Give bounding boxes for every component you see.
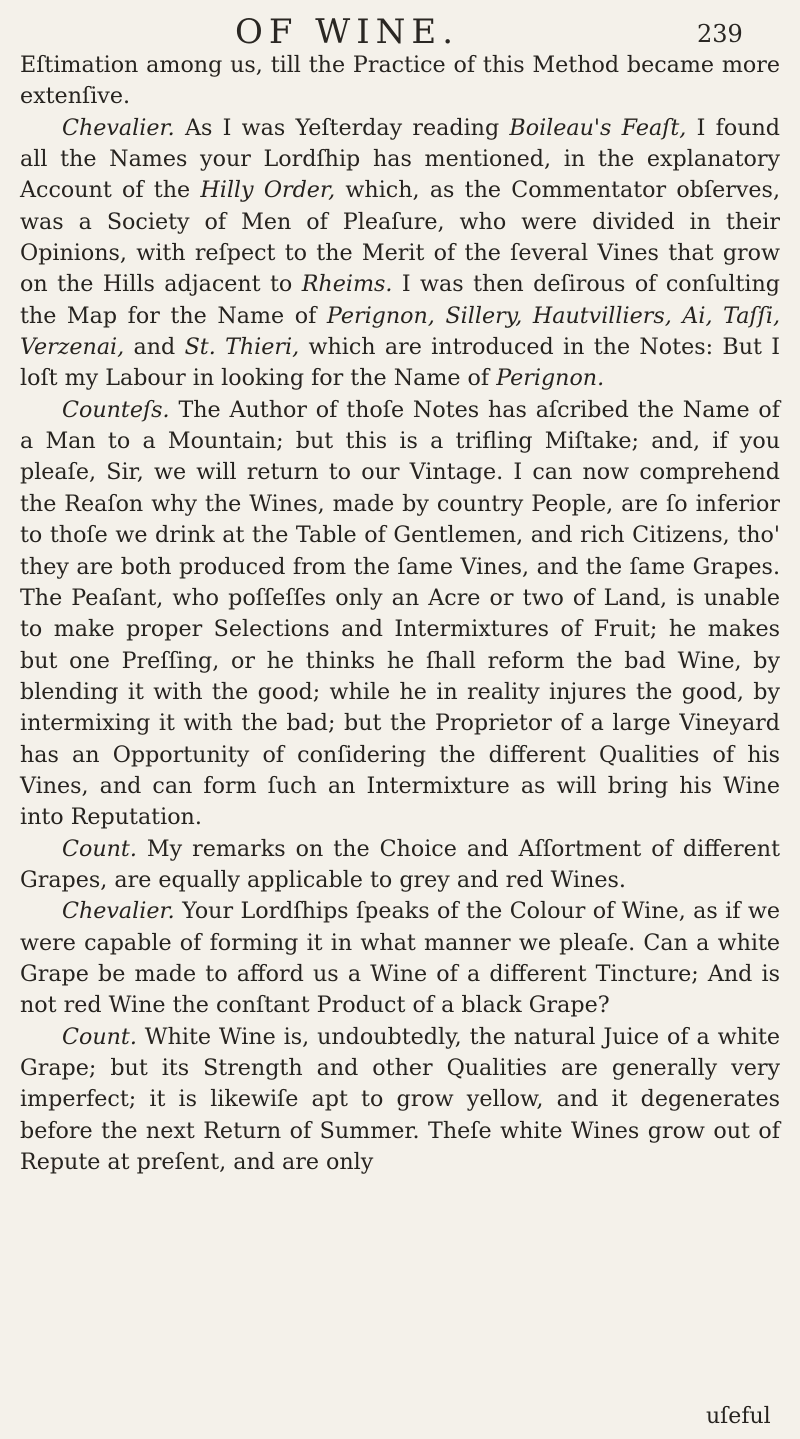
text-run: White Wine is, undoubtedly, the natural Juice of a white Grape; but its Strength and other Qualities are generally very imperfect; it is likewiſe apt to grow yellow, and it degenerates before the next Return of Summer. Theſe white Wines grow out of Repute at preſent, and are only [20,1023,780,1176]
italic-run: Chevalier. [62,898,175,925]
italic-run: Perignon, Sillery, Hautvilliers, Ai, Taſſi, Verzenai, [20,302,780,361]
text-run: My remarks on the Choice and Aſſortment of different Grapes, are equally applicable to grey and red Wines. [20,835,780,893]
body-text [20,50,780,1178]
italic-run: Rheims. [301,271,393,298]
paragraph [20,834,780,897]
italic-run: Counteſs. [62,396,170,423]
paragraph [20,50,780,113]
italic-run: Hilly Order, [200,177,336,204]
italic-run: Boileau's Feaſt, [509,114,687,141]
text-run: which are introduced in the Notes: But I loſt my Labour in looking for the Name of [20,334,780,392]
italic-run: St. Thieri, [184,334,300,361]
page-number: 239 [697,20,743,48]
paragraph [20,896,780,1021]
italic-run: Perignon. [496,365,605,392]
running-title: OF WINE. [235,12,460,52]
text-run: which, as the Commentator obſerves, was a Society of Men of Pleaſure, who were divided in their Opinions, with reſpect to the Merit of the ſeveral Vines that grow on the Hills adjacent to [20,177,780,298]
italic-run: Count. [62,1023,137,1050]
text-run: I found all the Names your Lordſhip has mentioned, in the explanatory Account of the [20,114,780,204]
paragraph [20,395,780,834]
paragraph [20,113,780,395]
text-run: and [124,334,185,361]
running-header [0,8,800,54]
text-run: Your Lordſhips ſpeaks of the Colour of Wine, as if we were capable of forming it in what manner we pleaſe. Can a white Grape be made to afford us a Wine of a different Tincture; And is not red Wine the conſtant Product of a black Grape? [20,898,780,1019]
italic-run: Chevalier. [62,114,175,141]
catchword: uſeful [706,1404,771,1429]
paragraph [20,1022,780,1179]
text-run: As I was Yeſterday reading [174,114,510,141]
text-run: I was then deſirous of conſulting the Map for the Name of [20,271,780,329]
italic-run: Count. [62,835,137,862]
text-run: Eſtimation among us, till the Practice of this Method became more extenſive. [20,52,780,110]
text-run: The Author of thoſe Notes has aſcribed the Name of a Man to a Mountain; but this is a trifling Miſtake; and, if you pleaſe, Sir, we will return to our Vintage. I can now comprehend the Reaſon why the Wines, made by country People, are ſo inferior to thoſe we drink at the Table of Gentlemen, and rich Citizens, tho' they are both produced from the ſame Vines, and the ſame Grapes. The Peaſant, who poſſeſſes only an Acre or two of Land, is unable to make proper Selections and Intermixtures of Fruit; he makes but one Preſſing, or he thinks he ſhall reform the bad Wine, by blending it with the good; while he in reality injures the good, by intermixing it with the bad; but the Proprietor of a large Vineyard has an Opportunity of conſidering the different Qualities of his Vines, and can form ſuch an Intermixture as will bring his Wine into Reputation. [20,396,780,831]
